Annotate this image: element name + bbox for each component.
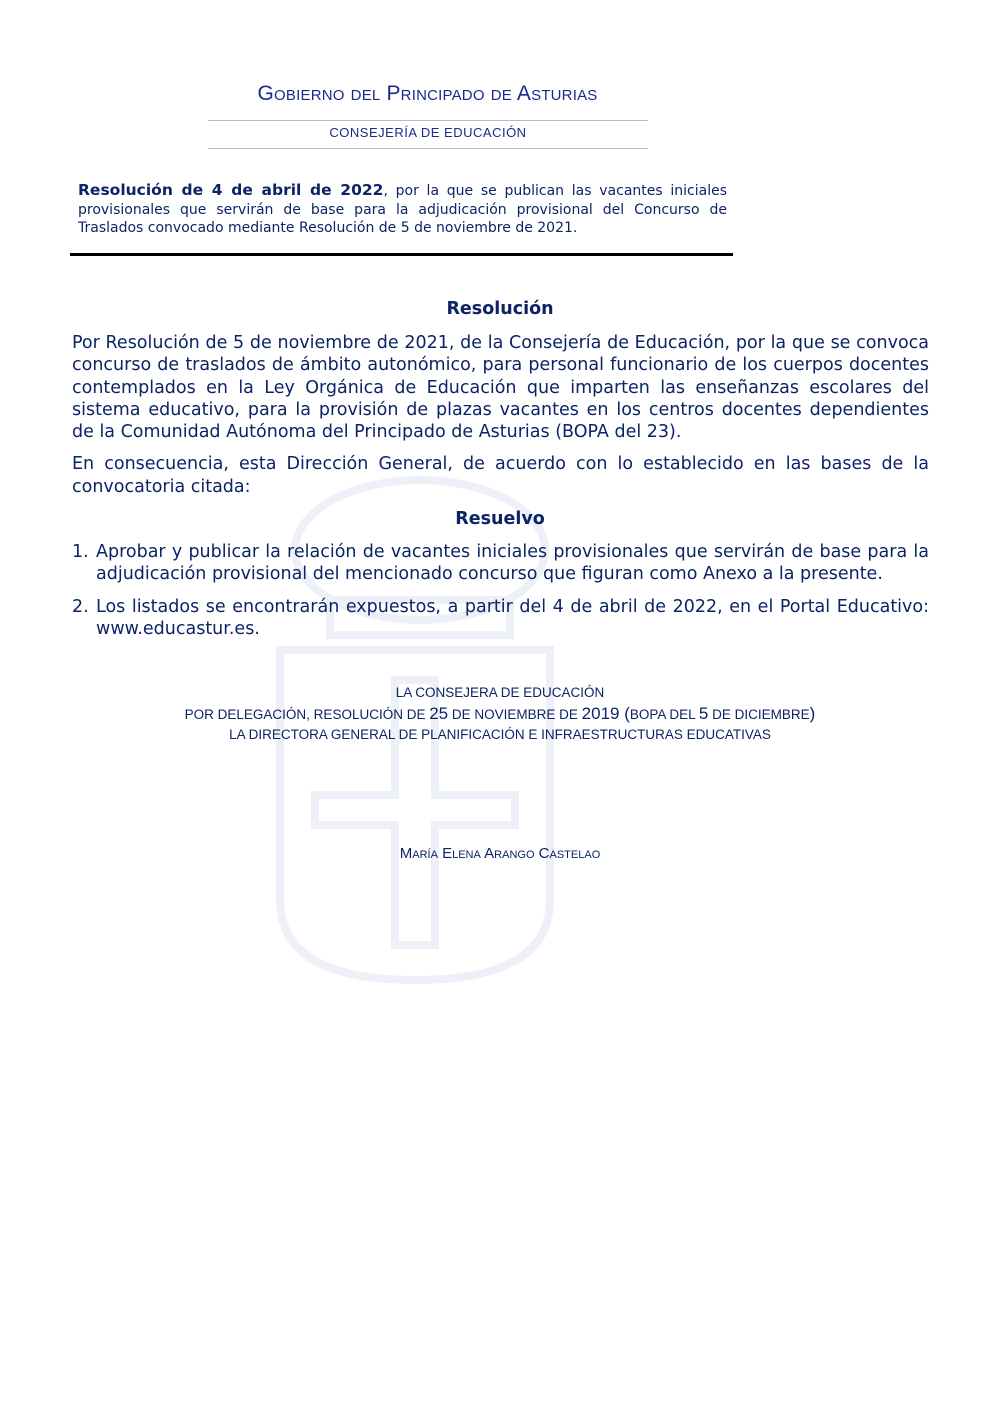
item-number: 1. (72, 542, 89, 562)
resolution-heading: Resolución (446, 299, 554, 319)
resuelvo-heading: Resuelvo (455, 509, 545, 529)
government-title: Gobierno del Principado de Asturias (257, 82, 598, 105)
item-number: 2. (72, 596, 89, 617)
list-item (72, 541, 929, 586)
department-title: CONSEJERÍA DE EDUCACIÓN (329, 125, 527, 140)
body-text (72, 332, 929, 498)
header-divider (208, 120, 648, 121)
header-divider (208, 148, 648, 149)
signature-line-2: POR DELEGACIÓN, RESOLUCIÓN DE 25 DE NOVIEMBRE DE 2019 (BOPA DEL 5 DE DICIEMBRE) (184, 703, 816, 723)
list-item (72, 596, 929, 641)
item-text: Los listados se encontrarán expuestos, a partir del 4 de abril de 2022, en el Portal Educativo: www.educastur.es. (96, 596, 929, 639)
paragraph-2: En consecuencia, esta Dirección General, de acuerdo con lo establecido en las bases de la convocatoria citada: (72, 454, 929, 497)
summary-divider (70, 253, 733, 256)
item-text: Aprobar y publicar la relación de vacantes iniciales provisionales que servirán de base para la adjudicación provisional del mencionado concurso que figuran como Anexo a la presente. (96, 542, 929, 585)
signature-block (0, 683, 1000, 746)
signatory-name: María Elena Arango Castelao (399, 845, 601, 862)
resolution-summary (78, 181, 727, 238)
signature-line-1: LA CONSEJERA DE EDUCACIÓN (395, 685, 605, 700)
resolution-list (72, 541, 929, 640)
summary-title: Resolución de 4 de abril de 2022 (78, 181, 384, 199)
paragraph-1: Por Resolución de 5 de noviembre de 2021, de la Consejería de Educación, por la que se convoca concurso de traslados de ámbito autonómico, para personal funcionario de los cuerpos docentes contemplados en la Ley Orgánica de Educación que imparten las enseñanzas escolares del sistema educativo, para la provisión de plazas vacantes en los centros docentes dependientes de la Comunidad Autónoma del Principado de Asturias (BOPA del 23). (72, 333, 929, 443)
summary-text: , por la que se publican las vacantes iniciales provisionales que servirán de base para la adjudicación provisional del Concurso de Traslados convocado mediante Resolución de 5 de noviembre de 2021. (78, 183, 728, 236)
signature-line-3: LA DIRECTORA GENERAL DE PLANIFICACIÓN E INFRAESTRUCTURAS EDUCATIVAS (229, 727, 771, 742)
